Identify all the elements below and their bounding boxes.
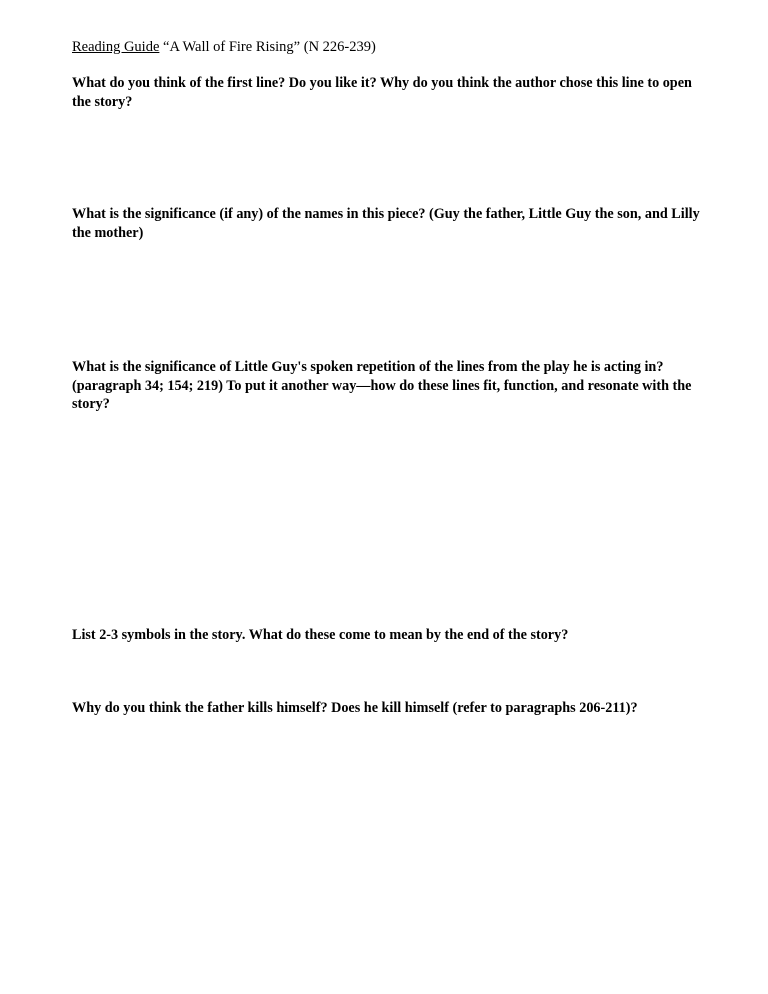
header-label: Reading Guide xyxy=(72,39,160,55)
question-1: What do you think of the first line? Do you like it? Why do you think the author chose this line to open the story? xyxy=(72,75,692,110)
page-header xyxy=(72,38,376,56)
header-title: “A Wall of Fire Rising” (N 226-239) xyxy=(159,39,376,55)
question-5: Why do you think the father kills himself? Does he kill himself (refer to paragraphs 206-211)? xyxy=(72,700,638,716)
question-2: What is the significance (if any) of the names in this piece? (Guy the father, Little Guy the son, and Lilly the mother) xyxy=(72,206,700,241)
question-3: What is the significance of Little Guy's spoken repetition of the lines from the play he is acting in? (paragraph 34; 154; 219) To put it another way—how do these lines fit, function, and resonate with the story? xyxy=(72,359,692,412)
question-4: List 2-3 symbols in the story. What do these come to mean by the end of the story? xyxy=(72,627,569,643)
